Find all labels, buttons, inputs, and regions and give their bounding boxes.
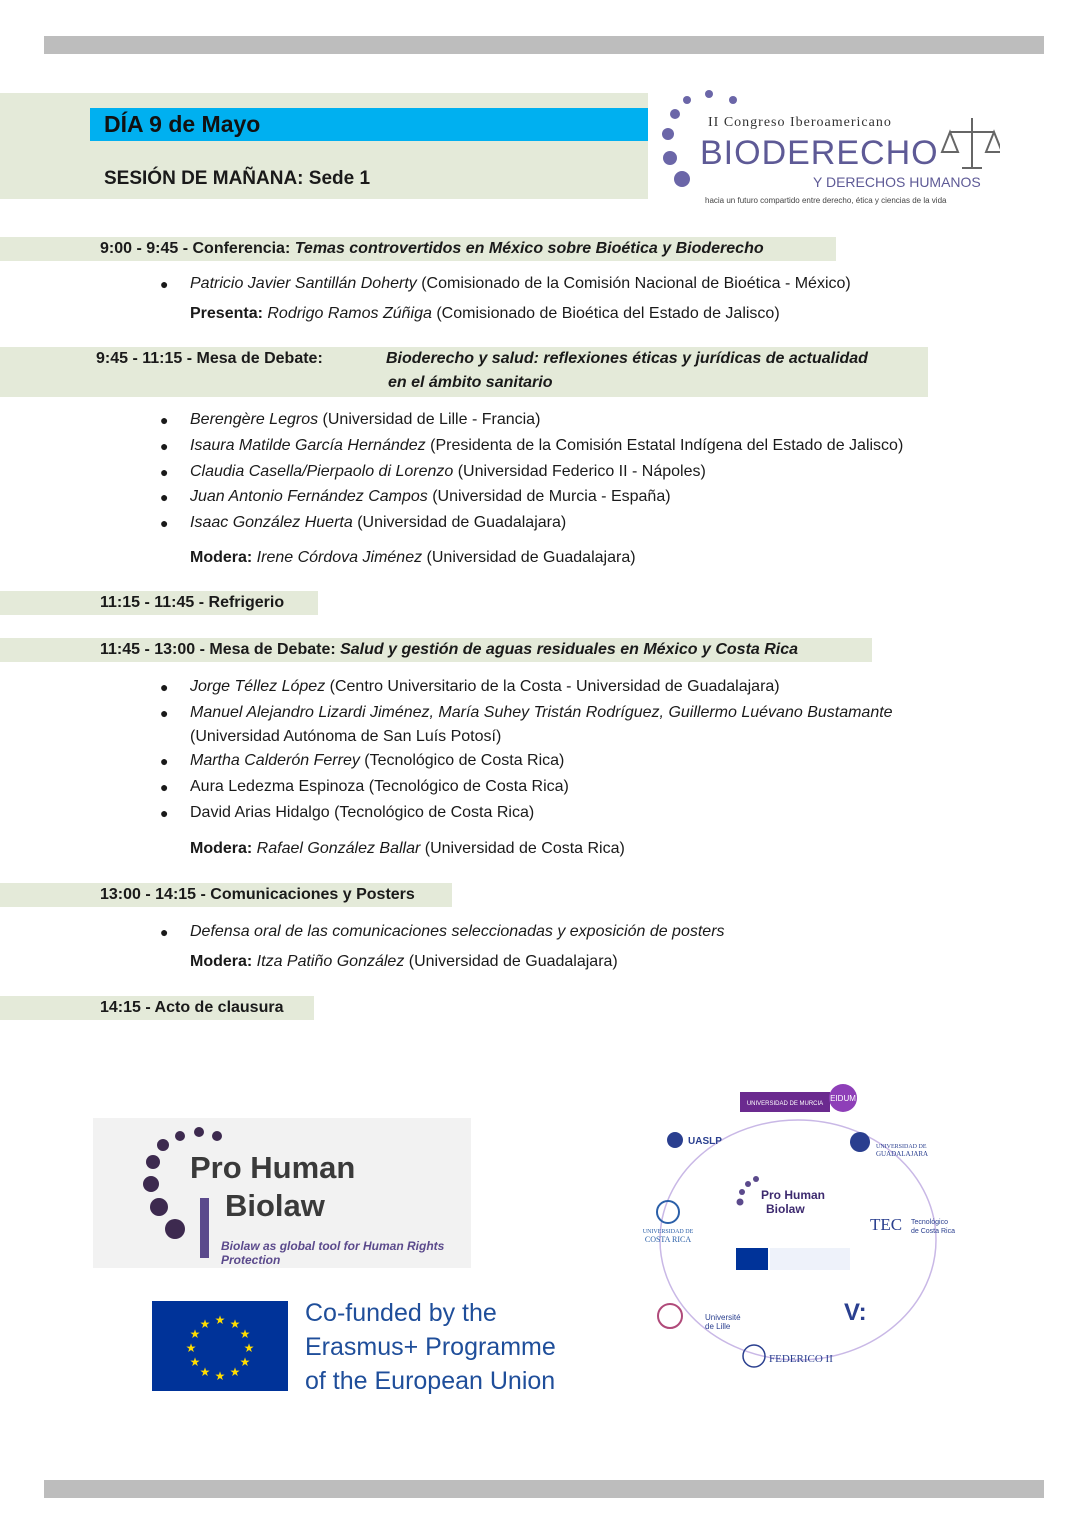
svg-text:★: ★ (185, 1341, 197, 1355)
bullet-icon: ● (160, 438, 169, 454)
udg-icon (850, 1132, 870, 1152)
partners-logo-circle (618, 1072, 978, 1382)
ucr-icon (657, 1201, 679, 1223)
svg-text:★: ★ (189, 1355, 201, 1369)
svg-text:★: ★ (239, 1355, 251, 1369)
schedule-block-1-header (0, 237, 836, 261)
block-1-time: 9:00 - 9:45 - Conferencia: (100, 240, 295, 257)
role-name: Rodrigo Ramos Zúñiga (267, 305, 432, 322)
block-4-time: 11:45 - 13:00 - Mesa de Debate: (100, 641, 341, 658)
murcia-logo: UNIVERSIDAD DE MURCIA (746, 1101, 824, 1107)
speaker-name: Martha Calderón Ferrey (190, 752, 360, 769)
speaker-name: Isaac González Huerta (190, 514, 353, 531)
role-label: Modera: (190, 549, 257, 566)
logo-line3: Y DERECHOS HUMANOS (813, 174, 981, 190)
speaker-affil: (Comisionado de la Comisión Nacional de Bioética - México) (416, 275, 851, 292)
lille-seal-icon (658, 1304, 682, 1328)
udg-logo-2: GUADALAJARA (876, 1150, 929, 1158)
block-2-time: 9:45 - 11:15 - Mesa de Debate: (96, 350, 323, 367)
bullet-icon: ● (160, 753, 169, 769)
svg-text:★: ★ (243, 1341, 255, 1355)
bullet-icon: ● (160, 515, 169, 531)
svg-text:★: ★ (189, 1327, 201, 1341)
bullet-icon: ● (160, 779, 169, 795)
phb-subtitle: Biolaw as global tool for Human Rights Protection (221, 1239, 445, 1267)
list-item (190, 435, 903, 457)
svg-text:★: ★ (214, 1369, 226, 1383)
bullet-icon: ● (160, 705, 169, 721)
role-name: Rafael González Ballar (256, 840, 421, 857)
speaker-affil: (Universidad Autónoma de San Luís Potosí) (190, 728, 502, 745)
bottom-border-bar (44, 1480, 1044, 1498)
speaker-affil: (Presidenta de la Comisión Estatal Indígena del Estado de Jalisco) (425, 437, 904, 454)
pro-human-biolaw-logo (93, 1118, 471, 1268)
federico-logo: FEDERICO II (769, 1353, 833, 1365)
eu-line-2: Erasmus+ Programme (305, 1333, 556, 1361)
session-title: SESIÓN DE MAÑANA: Sede 1 (104, 168, 371, 189)
presenter-line (190, 303, 780, 325)
list-item (190, 750, 564, 772)
block-2-title-line2: en el ámbito sanitario (388, 374, 553, 391)
speaker-name: Claudia Casella/Pierpaolo di Lorenzo (190, 463, 454, 480)
list-item (190, 273, 851, 295)
bullet-icon: ● (160, 679, 169, 695)
uaslp-icon (667, 1132, 683, 1148)
schedule-block-2-header (0, 347, 928, 397)
schedule-block-3-header (0, 591, 318, 615)
tec-sub-2: de Costa Rica (911, 1228, 955, 1235)
bullet-icon: ● (160, 464, 169, 480)
list-item-continuation (190, 726, 501, 748)
speaker-name: Juan Antonio Fernández Campos (190, 488, 428, 505)
eu-cofunded-text (305, 1296, 556, 1398)
top-border-bar (44, 36, 1044, 54)
role-label: Presenta: (190, 305, 268, 322)
item-text: Defensa oral de las comunicaciones seleccionadas y exposición de posters (190, 923, 725, 940)
vanvitelli-logo: V: (844, 1299, 867, 1326)
speaker-affil: (Universidad de Lille - Francia) (318, 411, 541, 428)
moderator-line (190, 547, 636, 569)
speaker-name: Manuel Alejandro Lizardi Jiménez, María Suhey Tristán Rodríguez, Guillermo Luévano Bustamante (190, 704, 893, 721)
block-1-title: Temas controvertidos en México sobre Bioética y Bioderecho (294, 240, 764, 257)
center-eu-flag-icon (736, 1248, 768, 1270)
udg-logo-1: UNIVERSIDAD DE (876, 1144, 927, 1150)
ucr-logo-1: UNIVERSIDAD DE (642, 1229, 694, 1235)
phb-title-1: Pro Human (190, 1150, 356, 1185)
day-title: DÍA 9 de Mayo (90, 108, 648, 141)
eidum-logo: EIDUM (830, 1094, 856, 1103)
list-item (190, 921, 725, 943)
ucr-logo-2: COSTA RICA (644, 1235, 692, 1244)
center-phb-1: Pro Human (761, 1188, 826, 1202)
list-item (190, 461, 706, 483)
logo-line4: hacia un futuro compartido entre derecho, ética y ciencias de la vida (705, 196, 947, 205)
svg-text:★: ★ (199, 1365, 211, 1379)
list-item (190, 802, 534, 824)
logo-line1: II Congreso Iberoamericano (708, 115, 892, 130)
moderator-line (190, 838, 625, 860)
list-item (190, 409, 540, 431)
speaker-affil: (Universidad Federico II - Nápoles) (453, 463, 706, 480)
list-item (190, 702, 893, 724)
speaker-name: Jorge Téllez López (190, 678, 326, 695)
block-6-time: 14:15 - Acto de clausura (100, 999, 284, 1016)
speaker-name: Isaura Matilde García Hernández (190, 437, 426, 454)
lille-logo-1: Université (705, 1313, 741, 1322)
list-item (190, 676, 780, 698)
block-4-title: Salud y gestión de aguas residuales en México y Costa Rica (340, 641, 799, 658)
eu-flag-icon (152, 1301, 288, 1391)
schedule-block-5-header (0, 883, 452, 907)
lille-logo-2: de Lille (705, 1322, 731, 1331)
svg-text:★: ★ (229, 1317, 241, 1331)
logo-line2: BIODERECHO (700, 134, 939, 172)
congress-logo (650, 88, 1000, 210)
scales-icon (942, 118, 1000, 168)
bullet-icon: ● (160, 412, 169, 428)
speaker-affil: (Tecnológico de Costa Rica) (359, 752, 565, 769)
list-item (190, 512, 566, 534)
tec-sub-1: Tecnológico (911, 1219, 948, 1226)
svg-text:★: ★ (229, 1365, 241, 1379)
speaker-affil: (Centro Universitario de la Costa - Universidad de Guadalajara) (325, 678, 780, 695)
center-phb-2: Biolaw (766, 1202, 805, 1216)
speaker-affil: (Universidad de Guadalajara) (352, 514, 567, 531)
role-name: Itza Patiño González (256, 953, 405, 970)
block-2-title-line1: Bioderecho y salud: reflexiones éticas y jurídicas de actualidad (386, 350, 868, 367)
uaslp-logo: UASLP (688, 1136, 722, 1147)
schedule-block-4-header (0, 638, 872, 662)
eu-line-1: Co-funded by the (305, 1299, 497, 1327)
bullet-icon: ● (160, 276, 169, 292)
role-label: Modera: (190, 840, 257, 857)
svg-text:★: ★ (199, 1317, 211, 1331)
phb-title-2: Biolaw (225, 1188, 325, 1223)
block-3-time: 11:15 - 11:45 - Refrigerio (100, 594, 285, 611)
tec-logo: TEC (870, 1215, 903, 1234)
role-affil: (Universidad de Guadalajara) (404, 953, 618, 970)
role-affil: (Universidad de Costa Rica) (420, 840, 625, 857)
role-affil: (Comisionado de Bioética del Estado de Jalisco) (431, 305, 780, 322)
svg-text:★: ★ (214, 1313, 226, 1327)
role-affil: (Universidad de Guadalajara) (422, 549, 636, 566)
speaker-affil: (Universidad de Murcia - España) (427, 488, 671, 505)
list-item (190, 486, 671, 508)
speaker-name: Berengère Legros (190, 411, 319, 428)
svg-text:★: ★ (239, 1327, 251, 1341)
list-item (190, 776, 569, 798)
bullet-icon: ● (160, 805, 169, 821)
speaker-affil: David Arias Hidalgo (Tecnológico de Costa Rica) (190, 804, 535, 821)
role-name: Irene Córdova Jiménez (256, 549, 423, 566)
role-label: Modera: (190, 953, 257, 970)
speaker-name: Patricio Javier Santillán Doherty (190, 275, 417, 292)
bullet-icon: ● (160, 924, 169, 940)
moderator-line (190, 951, 618, 973)
eu-line-3: of the European Union (305, 1367, 556, 1395)
block-5-time: 13:00 - 14:15 - Comunicaciones y Posters (100, 886, 415, 903)
bullet-icon: ● (160, 489, 169, 505)
speaker-affil: Aura Ledezma Espinoza (Tecnológico de Costa Rica) (190, 778, 569, 795)
schedule-block-6-header (0, 996, 314, 1020)
